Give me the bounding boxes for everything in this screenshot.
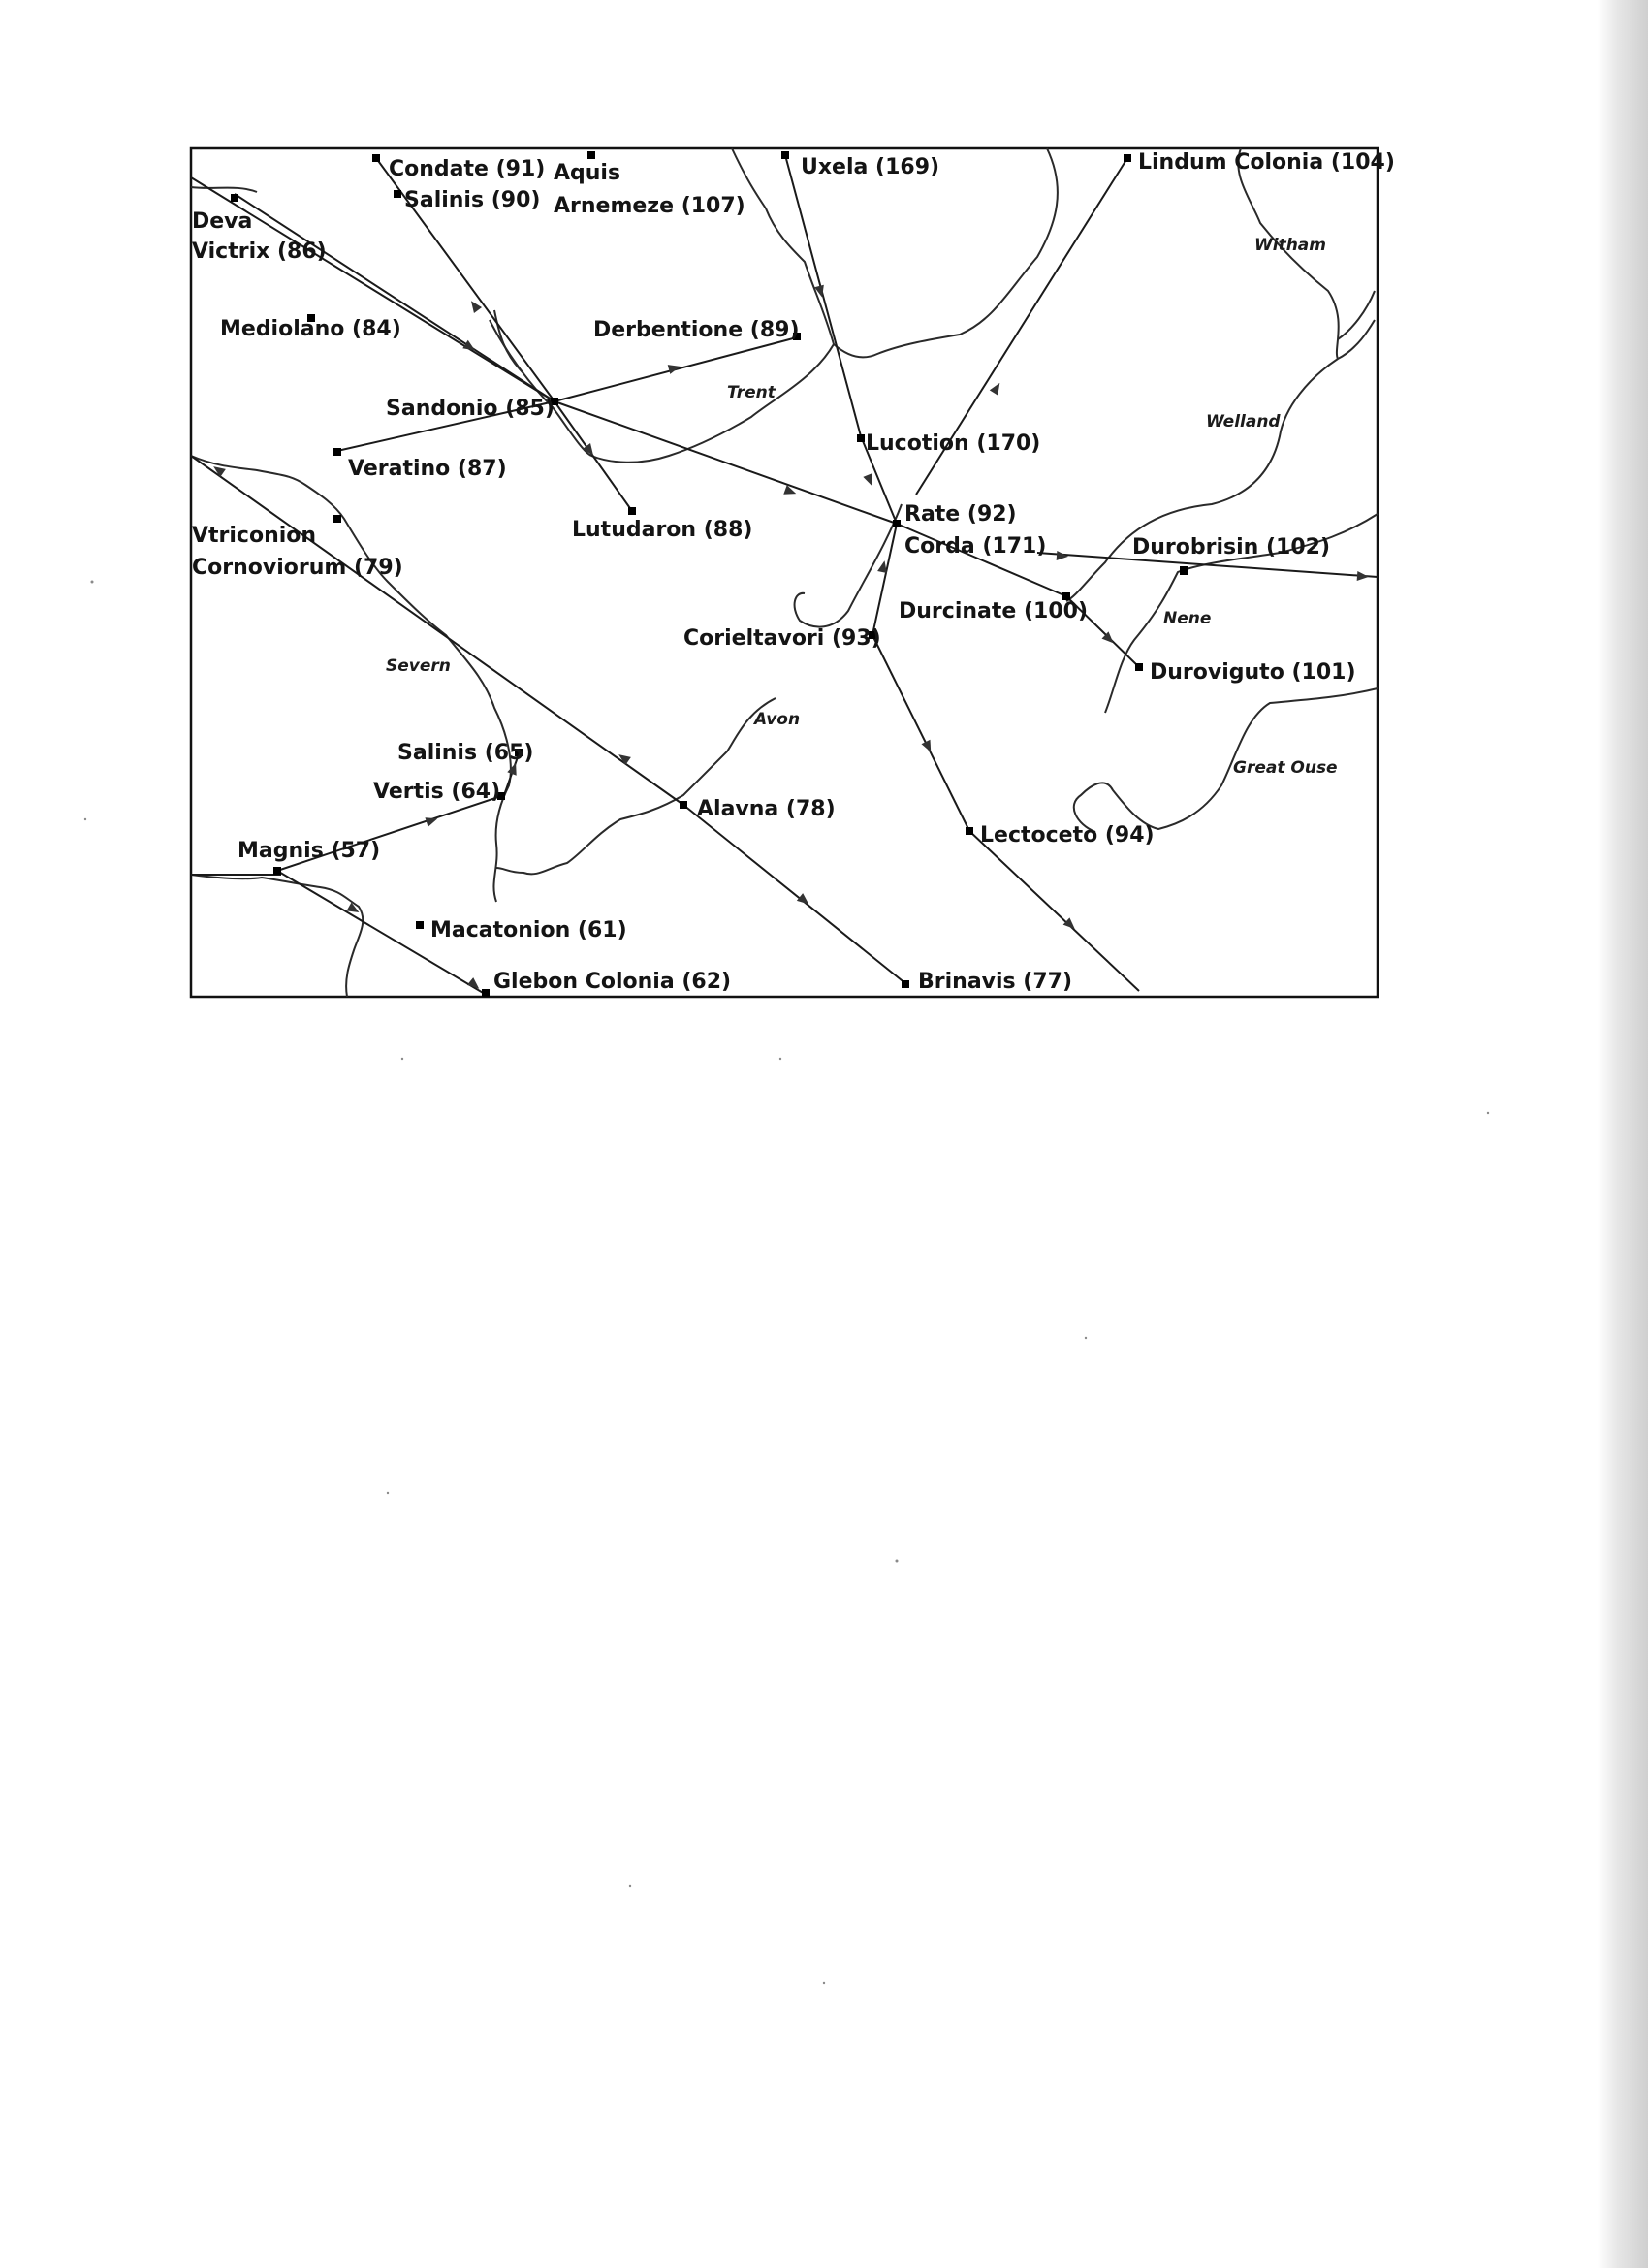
river-severn-lower: [191, 875, 363, 997]
label-deva: Deva: [192, 209, 253, 234]
label-alavna: Alavna (78): [697, 797, 836, 821]
road-uxela-lucotion: [785, 155, 861, 436]
marker-lindum: [1124, 154, 1131, 162]
label-vtriconion: Vtriconion: [192, 524, 317, 548]
label-trent: Trent: [727, 383, 776, 402]
label-corda: Corda (171): [904, 534, 1047, 559]
speck: [629, 1885, 631, 1887]
road-lectoceto-south: [969, 831, 1139, 991]
marker-lucotion: [857, 434, 865, 442]
label-aquis: Aquis: [554, 161, 621, 185]
label-lutudaron: Lutudaron (88): [572, 518, 753, 542]
label-sandonio: Sandonio (85): [386, 397, 555, 421]
river-witham-east: [1338, 291, 1375, 339]
speck: [823, 1982, 825, 1984]
speck: [896, 1560, 899, 1563]
marker-brinavis: [902, 980, 909, 988]
river-trent-west: [490, 320, 591, 456]
river-trent-branch: [591, 344, 834, 463]
label-witham: Witham: [1254, 236, 1326, 255]
label-derbentione: Derbentione (89): [593, 318, 800, 342]
marker-uxela: [781, 151, 789, 159]
label-cornoviorum: Cornoviorum (79): [192, 556, 403, 580]
label-arnemeze: Arnemeze (107): [554, 194, 745, 218]
road-alavna-brinavis: [683, 805, 906, 984]
label-lindum: Lindum Colonia (104): [1138, 150, 1395, 175]
label-veratino: Veratino (87): [348, 457, 507, 481]
marker-vtriconion: [333, 515, 341, 523]
road-corieltavori-lectoceto: [872, 635, 969, 831]
speck: [1085, 1337, 1087, 1339]
marker-rate: [893, 520, 901, 527]
speck: [1487, 1112, 1489, 1114]
marker-lutudaron: [628, 507, 636, 515]
marker-alavna: [680, 801, 687, 809]
marker-salinis-90: [394, 190, 401, 198]
marker-durobrisin: [1180, 566, 1188, 575]
marker-magnis: [273, 867, 281, 875]
speck: [401, 1058, 403, 1060]
speck: [387, 1492, 389, 1494]
arrow-icon: [1357, 571, 1370, 582]
marker-condate: [372, 154, 380, 162]
speck: [84, 818, 86, 820]
label-durcinate: Durcinate (100): [899, 599, 1088, 623]
road-sandonio-rate: [555, 401, 897, 524]
marker-deva: [231, 194, 238, 202]
marker-glebon: [482, 989, 490, 997]
river-north-stream: [494, 310, 523, 373]
label-avon: Avon: [754, 710, 801, 729]
river-deva: [191, 187, 257, 192]
label-rate: Rate (92): [904, 502, 1017, 527]
road-sandonio-lutudaron: [555, 401, 632, 511]
label-salinis-65: Salinis (65): [397, 741, 534, 765]
label-welland: Welland: [1206, 412, 1281, 431]
label-salinis-90: Salinis (90): [404, 188, 541, 212]
label-uxela: Uxela (169): [801, 155, 940, 179]
label-durobrisin: Durobrisin (102): [1132, 535, 1331, 559]
marker-veratino: [333, 448, 341, 456]
speck: [91, 581, 94, 584]
marker-lectoceto: [966, 827, 973, 835]
road-victrix-sandonio: [235, 194, 555, 401]
marker-macatonion: [416, 921, 424, 929]
label-magnis: Magnis (57): [238, 839, 381, 863]
label-victrix: Victrix (86): [192, 240, 327, 264]
label-vertis: Vertis (64): [373, 780, 501, 804]
place-labels: [192, 150, 1395, 994]
scan-specks: [84, 581, 1489, 1985]
arrow-icon: [990, 380, 1004, 395]
label-lectoceto: Lectoceto (94): [980, 823, 1155, 847]
label-duroviguto: Duroviguto (101): [1150, 660, 1356, 685]
label-mediolano: Mediolano (84): [220, 317, 401, 341]
label-severn: Severn: [386, 656, 451, 676]
label-lucotion: Lucotion (170): [866, 431, 1041, 456]
marker-duroviguto: [1135, 663, 1143, 671]
label-great-ouse: Great Ouse: [1233, 758, 1338, 778]
arrow-icon: [425, 815, 439, 827]
marker-aquis: [587, 151, 595, 159]
label-glebon: Glebon Colonia (62): [493, 970, 732, 994]
speck: [779, 1058, 781, 1060]
arrow-icon: [922, 740, 935, 754]
label-condate: Condate (91): [389, 157, 546, 181]
arrow-icon: [863, 473, 876, 488]
label-macatonion: Macatonion (61): [430, 918, 627, 942]
label-corieltavori: Corieltavori (93): [683, 626, 881, 651]
arrow-icon: [1057, 551, 1069, 561]
river-avon: [496, 698, 776, 874]
river-severn: [191, 456, 511, 902]
label-nene: Nene: [1163, 609, 1212, 628]
label-brinavis: Brinavis (77): [918, 970, 1073, 994]
